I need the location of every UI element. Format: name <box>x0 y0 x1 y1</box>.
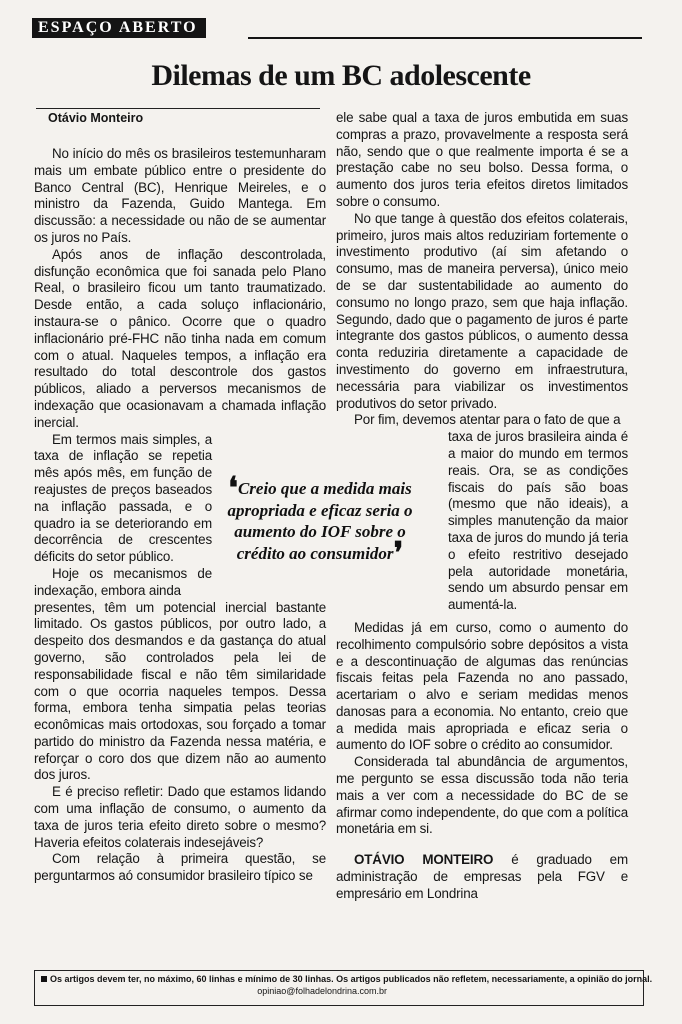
footer-note-line <box>41 973 653 985</box>
headline: Dilemas de um BC adolescente <box>151 59 531 92</box>
footer-note: Os artigos devem ter, no máximo, 60 linhas e mínimo de 30 linhas. Os artigos publicados não refletem, necessariamente, a opinião do jornal. <box>50 974 653 984</box>
paragraph: ele sabe qual a taxa de juros embutida em suas compras a prazo, provavelmente a resposta será não, sendo que o que realmente importa é se a prestação cabe no seu bolso. Dessa forma, o aumento dos juros teria efeitos diretos limitados sobre o consumo. <box>336 110 628 209</box>
paragraph: No que tange à questão dos efeitos colaterais, primeiro, juros mais altos reduziriam fortemente o investimento produtivo (aí sim afetando o consumo, mas de maneira perversa), único meio de se dar sustentabilidade ao aumento do consumo no longo prazo, sem que haja inflação. Segundo, dado que o pagamento de juros é parte integrante dos gastos públicos, o aumento dessa conta reduziria diretamente a capacidade de investimento do governo em infraestrutura, necessária para viabilizar os investimentos produtivos do setor privado. <box>336 210 628 411</box>
byline-rule <box>36 108 320 109</box>
open-quote-mark: ❛ <box>228 472 238 505</box>
paragraph: presentes, têm um potencial inercial bastante limitado. Os gastos públicos, por outro lado, a despeito dos desmandos e da gastança do atual governo, são controlados pela lei de responsabilidade fiscal e não têm similaridade com o que ocorria naqueles tempos. Dessa forma, embora tenha simpatia pelas teorias econômicas mais ortodoxas, sou forçado a tomar partido do ministro da Fazenda nessa matéria, e reforçar o coro dos que dizem não ao aumento dos juros. <box>34 599 326 783</box>
section-rule <box>248 37 642 39</box>
bullet-square-icon <box>41 976 47 982</box>
author-bio-name: OTÁVIO MONTEIRO <box>354 852 494 868</box>
paragraph: taxa de juros brasileira ainda é a maior do mundo em termos reais. Ora, se as condições fiscais do país são boas (mesmo que não ideais), a simples manutenção da maior taxa de juros do mundo já teria o efeito restritivo desejado pela autoridade monetária, sendo um absurdo pensar em aumentá-la. <box>448 429 628 613</box>
pull-quote-text: Creio que a medida mais apropriada e eficaz seria o aumento do IOF sobre o crédito ao consumidor <box>227 479 413 563</box>
author-bio-text: é graduado em administração de empresas pela FGV e empresário em Londrina <box>336 852 628 901</box>
paragraph: No início do mês os brasileiros testemunharam mais um embate público entre o presidente do Banco Central (BC), Henrique Meireles, e o ministro da Fazenda, Guido Mantega. Em discussão: a necessidade ou não de se aumentar os juros no País. <box>34 146 326 245</box>
paragraph: Por fim, devemos atentar para o fato de que a <box>354 412 621 428</box>
paragraph: Em termos mais simples, a taxa de inflação se repetia mês após mês, em função de reajustes de preços baseados na inflação passada, e o quadro ia se deteriorando em decorrência de crescentes déficits do setor público. <box>34 431 212 565</box>
author-bio <box>336 852 628 902</box>
byline: Otávio Monteiro <box>48 111 144 125</box>
footer-notice <box>34 970 653 1006</box>
paragraph: Com relação à primeira questão, se perguntarmos aó consumidor brasileiro típico se <box>34 851 326 884</box>
paragraph: Medidas já em curso, como o aumento do recolhimento compulsório sobre depósitos a vista e a descontinuação de algumas das renúncias fiscais feitas pela Fazenda no ano passado, acertariam o alvo e seriam medidas menos danosas para a economia. No entanto, creio que a medida mais apropriada e eficaz seria o aumento do IOF sobre o crédito ao consumidor. <box>336 619 628 753</box>
paragraph: Hoje os mecanismos de indexação, embora ainda <box>34 565 212 598</box>
paragraph: Após anos de inflação descontrolada, disfunção econômica que foi sanada pelo Plano Real, o brasileiro ficou um tanto traumatizado. Desde então, a cada soluço inflacionário, instaura-se o pânico. Ocorre que o quadro inflacionário pré-FHC não tinha nada em comum com o atual. Naqueles tempos, a inflação era resultado do total descontrole dos gastos públicos, aliado a perversos mecanismos de indexação que ocasionavam a chamada inflação inercial. <box>34 246 326 430</box>
close-quote-mark: ❜ <box>393 536 404 570</box>
right-column <box>336 110 628 903</box>
footer-email[interactable]: opiniao@folhadelondrina.com.br <box>257 986 387 996</box>
paragraph: Considerada tal abundância de argumentos, me pergunto se essa discussão toda não teria mais a ver com a necessidade do BC de se afirmar como independente, do que com a política monetária em si. <box>336 754 628 837</box>
section-label: ESPAÇO ABERTO <box>32 18 206 38</box>
paragraph: E é preciso refletir: Dado que estamos lidando com uma inflação de consumo, o aumento da taxa de juros teria efeito direto sobre o mesmo? Haveria efeitos colaterais indesejáveis? <box>34 784 326 850</box>
